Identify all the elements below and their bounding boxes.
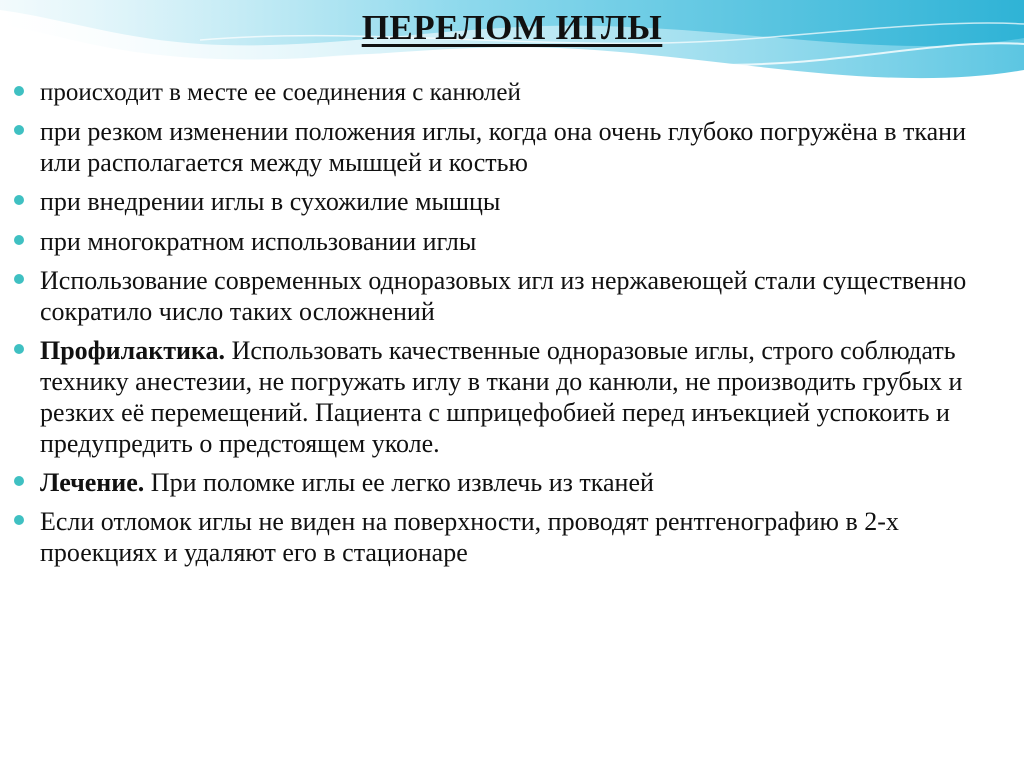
- bullet-item: [14, 506, 1010, 568]
- bullet-dot-icon: [14, 344, 24, 354]
- bullet-text: Если отломок иглы не виден на поверхности, проводят рентгенографию в 2-х проекциях и удаляют его в стационаре: [40, 507, 899, 568]
- bullet-text: Использование современных одноразовых игл из нержавеющей стали существенно сократило число таких осложнений: [40, 265, 967, 326]
- bullet-item: [14, 226, 1010, 257]
- bullet-item-prevention: [14, 335, 1010, 459]
- bullet-item: [14, 186, 1010, 217]
- bullet-text: Использовать качественные одноразовые иглы, строго соблюдать технику анестезии, не погружать иглу в ткани до канюли, не производить грубых и резких её перемещений. Пациента с шприцефобией перед инъекцией успокоить и предупредить о предстоящем уколе.: [40, 335, 963, 458]
- bullet-dot-icon: [14, 515, 24, 525]
- bullet-item: [14, 116, 1010, 178]
- bullet-text: при резком изменении положения иглы, когда она очень глубоко погружёна в ткани или располагается между мышцей и костью: [40, 117, 967, 178]
- treatment-heading: Лечение.: [40, 468, 145, 498]
- bullet-dot-icon: [14, 274, 24, 284]
- prevention-heading: Профилактика.: [40, 335, 226, 365]
- bullet-text: при многократном использовании иглы: [40, 226, 477, 256]
- bullet-list: [14, 77, 1010, 577]
- slide-title: ПЕРЕЛОМ ИГЛЫ: [361, 8, 663, 47]
- bullet-text: при внедрении иглы в сухожилие мышцы: [40, 187, 501, 217]
- bullet-dot-icon: [14, 235, 24, 245]
- bullet-item-treatment: [14, 467, 1010, 498]
- bullet-dot-icon: [14, 86, 24, 96]
- bullet-dot-icon: [14, 125, 24, 135]
- bullet-item: [14, 77, 1010, 108]
- bullet-text: происходит в месте ее соединения с канюлей: [40, 79, 521, 106]
- bullet-item: [14, 265, 1010, 327]
- bullet-dot-icon: [14, 476, 24, 486]
- bullet-text: При поломке иглы ее легко извлечь из тканей: [144, 468, 654, 498]
- bullet-dot-icon: [14, 195, 24, 205]
